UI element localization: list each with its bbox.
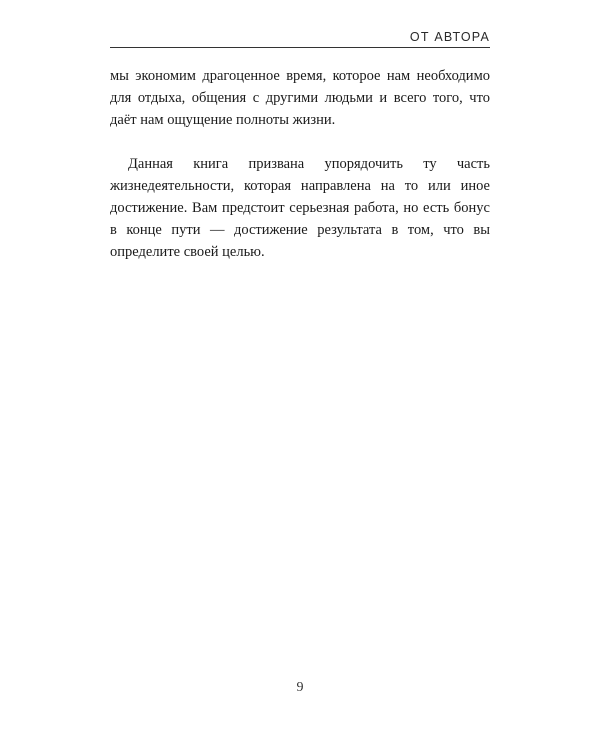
page-number: 9 bbox=[296, 680, 304, 695]
paragraph-continued: мы экономим драгоценное время, которое нам необходимо для отдыха, общения с другими людьми и всего того, что даёт нам ощущение полноты жизни. bbox=[110, 68, 490, 128]
running-header: ОТ АВТОРА bbox=[409, 30, 490, 44]
header-divider bbox=[110, 47, 490, 48]
body-text bbox=[110, 65, 490, 263]
paragraph: Данная книга призвана упорядочить ту часть жизнедеятельности, которая направлена на то или иное достижение. Вам предстоит серьезная работа, но есть бонус в конце пути — достижение результата в том, что вы определите своей целью. bbox=[110, 156, 490, 260]
